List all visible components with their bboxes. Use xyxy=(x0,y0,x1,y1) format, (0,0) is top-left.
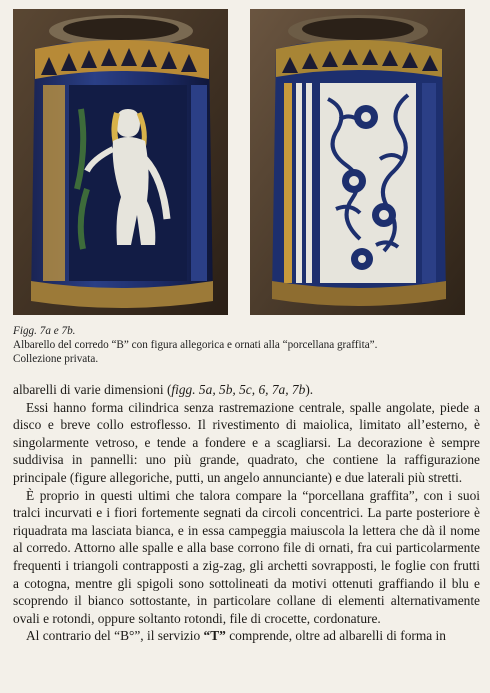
paragraph-1-pre: albarelli di varie dimensioni ( xyxy=(13,382,172,397)
service-letter-t: “T” xyxy=(203,628,226,644)
figure-reference: figg. 5a, 5b, 5c, 6, 7a, 7b xyxy=(171,382,306,397)
article-body xyxy=(13,381,480,645)
paragraph-3: È proprio in questi ultimi che talora compare la “porcellana graffita”, con i suoi tralci incurvati e i fiori fortemente segnati da circoli concentrici. La parte posteriore è riquadrata ma lasciata bianca, e in essa campeggia maiuscola la lettera che dà il nome al corredo. Attorno alle spalle e alla base corrono file di ornati, fra cui particolarmente frequenti i triangoli contrapposti a zig-zag, gli archetti sovrapposti, le foglie con frutti a cotogna, mentre gli spigoli sono sottolineati da motivi ottenuti graffiando il blu e scoprendo il bianco sottostante, in particolare collane di elementi alternativamente ovali e rotondi, oppure soltanto rotondi, file di crocette, cordonature. xyxy=(13,487,480,626)
figure-7a-photo xyxy=(13,9,228,315)
paragraph-4-pre: Al contrario del “B°”, il servizio xyxy=(26,628,204,644)
paragraph-2: Essi hanno forma cilindrica senza rastremazione centrale, spalle angolate, piede a disco e breve collo estroflesso. Il rivestimento di maiolica, limitato all’esterno, è singolarmente vetroso, e tende a fondere e a scagliarsi. La decorazione è sempre suddivisa in pannelli: uno più grande, quadrato, che contiene la raffigurazione principale (figure allegoriche, putti, un angelo annunciante) e due laterali più stretti. xyxy=(13,399,480,485)
figure-caption xyxy=(13,324,483,366)
caption-collection: Collezione privata. xyxy=(13,353,99,365)
paragraph-1-post: ). xyxy=(305,382,314,397)
paragraph-4 xyxy=(13,627,480,645)
albarello-porcellana-graffita-image xyxy=(250,9,465,315)
figure-7b-photo xyxy=(250,9,465,315)
caption-description: Albarello del corredo “B” con figura allegorica e ornati alla “porcellana graffita”. xyxy=(13,339,378,351)
caption-figure-label: Figg. 7a e 7b. xyxy=(13,325,76,337)
paragraph-1 xyxy=(13,381,480,399)
albarello-allegorical-figure-image xyxy=(13,9,228,315)
paragraph-4-post: comprende, oltre ad albarelli di forma in xyxy=(225,628,446,644)
